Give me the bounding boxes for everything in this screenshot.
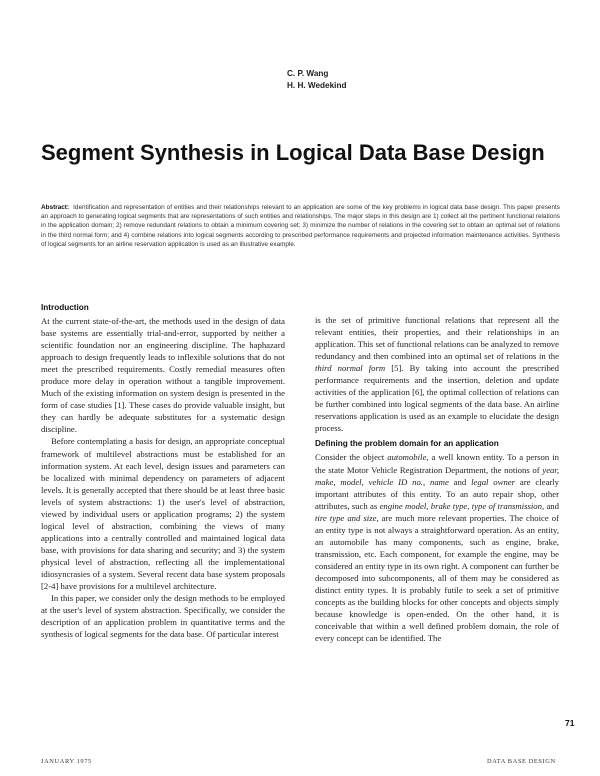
paper-title: Segment Synthesis in Logical Data Base Design — [41, 140, 545, 165]
body-paragraph: In this paper, we consider only the design methods to be employed at the user's level of system abstraction. Specifically, we consider the description of an application problem in quantitative terms and the synthesis of logical segments for the data base. Of particular interest — [41, 593, 285, 640]
author-name: H. H. Wedekind — [287, 81, 347, 90]
text-run: and — [448, 476, 472, 487]
italic-term: engine model, brake type, type of transmission, — [379, 500, 545, 511]
italic-term: tire type and size — [315, 512, 377, 523]
text-run: Consider the object — [315, 452, 388, 463]
abstract-label: Abstract: — [41, 204, 70, 211]
text-run: [5]. By taking into account the prescribed performance requirements and the insertion, deletion and update activities of the application [6], the optimal collection of relations can be further combined into logical segments of the data base. An airline reservations application is used as an example to elucidate the design process. — [315, 363, 559, 434]
author-name: C. P. Wang — [287, 69, 329, 78]
body-paragraph: Before contemplating a basis for design, an appropriate conceptual framework of multilevel abstractions must be established for an information system. At each level, design issues and parameters can be localized with minimal dependency on parameters of adjacent levels. It is generally accepted that there should be at least three basic levels of system abstractions: 1) the user's level of abstraction, viewed by individual users or application programs; 2) the system logical level of abstraction, combining the views of many applications into a centrally controlled and maintained logical data base, with provisions for data sharing and security; and 3) the system physical level of abstraction, reflecting all the implementational idiosyncrasies of a system. Several recent data base system proposals [2-4] have provisions for a multilevel architecture. — [41, 436, 285, 592]
italic-term: year, make, model, vehicle ID no., name — [315, 464, 559, 487]
text-run: is the set of primitive functional relations that represent all the relevant entities, their properties, and their relationships in an application. This set of functional relations can be analyzed to remove redundancy and then combined into an optimal set of relations in the — [315, 315, 559, 362]
abstract — [41, 203, 560, 249]
section-heading-introduction: Introduction — [41, 303, 89, 312]
italic-term: automobile — [387, 452, 427, 463]
text-run: , are much more relevant properties. The choice of an entity type is not always a straightforward operation. As an entity, an automobile has many components, such as engine, brake, transmission, etc. Each component, for example the engine, may be considered an entity type in its own right. A component can further be decomposed into subcomponents, all of them may be considered as distinct entity types. It is probably futile to seek a set of primitive concepts as the building blocks for other concepts and objects simply because knowledge is open-ended. On the other hand, it is conceivable that within a well defined problem domain, the role of every concept can be identified. The — [315, 512, 559, 644]
text-run: are clearly important attributes of this entity. To an auto repair shop, other attributes, such as — [315, 476, 559, 511]
footer-journal-section: DATA BASE DESIGN — [487, 758, 556, 765]
abstract-text: Identification and representation of entities and their relationships relevant to an application are some of the key problems in logical data base design. This paper presents an approach to generating logical segments that are representations of such entities and relationships. The major steps in this design are 1) collect all the pertinent functional relations in the application domain; 2) remove redundant relations to obtain a minimum covering set; 3) minimize the number of relations in the covering set to obtain an optimal set of relations in the third normal form; and 4) combine relations into logical segments according to prescribed performance requirements and projected information maintenance activities. Synthesis of logical segments for an airline reservation application is used as an illustrative example. — [41, 204, 560, 248]
left-column — [41, 302, 285, 640]
right-column — [315, 314, 559, 644]
body-paragraph — [315, 314, 559, 434]
italic-term: third normal form — [315, 363, 386, 374]
text-run: , a well known entity. To a person in the state Motor Vehicle Registration Department, the notions of — [315, 452, 559, 475]
section-heading-problem-domain: Defining the problem domain for an application — [315, 439, 499, 449]
italic-term: legal owner — [471, 476, 516, 487]
body-paragraph — [315, 451, 559, 644]
text-run: and — [544, 500, 559, 511]
page-number: 71 — [565, 718, 575, 728]
authors-block — [287, 68, 346, 92]
body-paragraph: At the current state-of-the-art, the methods used in the design of data base systems are essentially trial-and-error, supported by neither a scientific foundation nor an engineering discipline. The haphazard approach to design frequently leads to inflexible solutions that do not meet the prescribed requirements. Costly remedial measures often produce more delay in operation without a tangible improvement. Much of the existing information on system design is presented in the form of case studies [1]. These cases do provide valuable insight, but they can hardly be adequate substitutes for a systematic design discipline. — [41, 316, 285, 435]
footer-date: JANUARY 1975 — [41, 758, 92, 765]
